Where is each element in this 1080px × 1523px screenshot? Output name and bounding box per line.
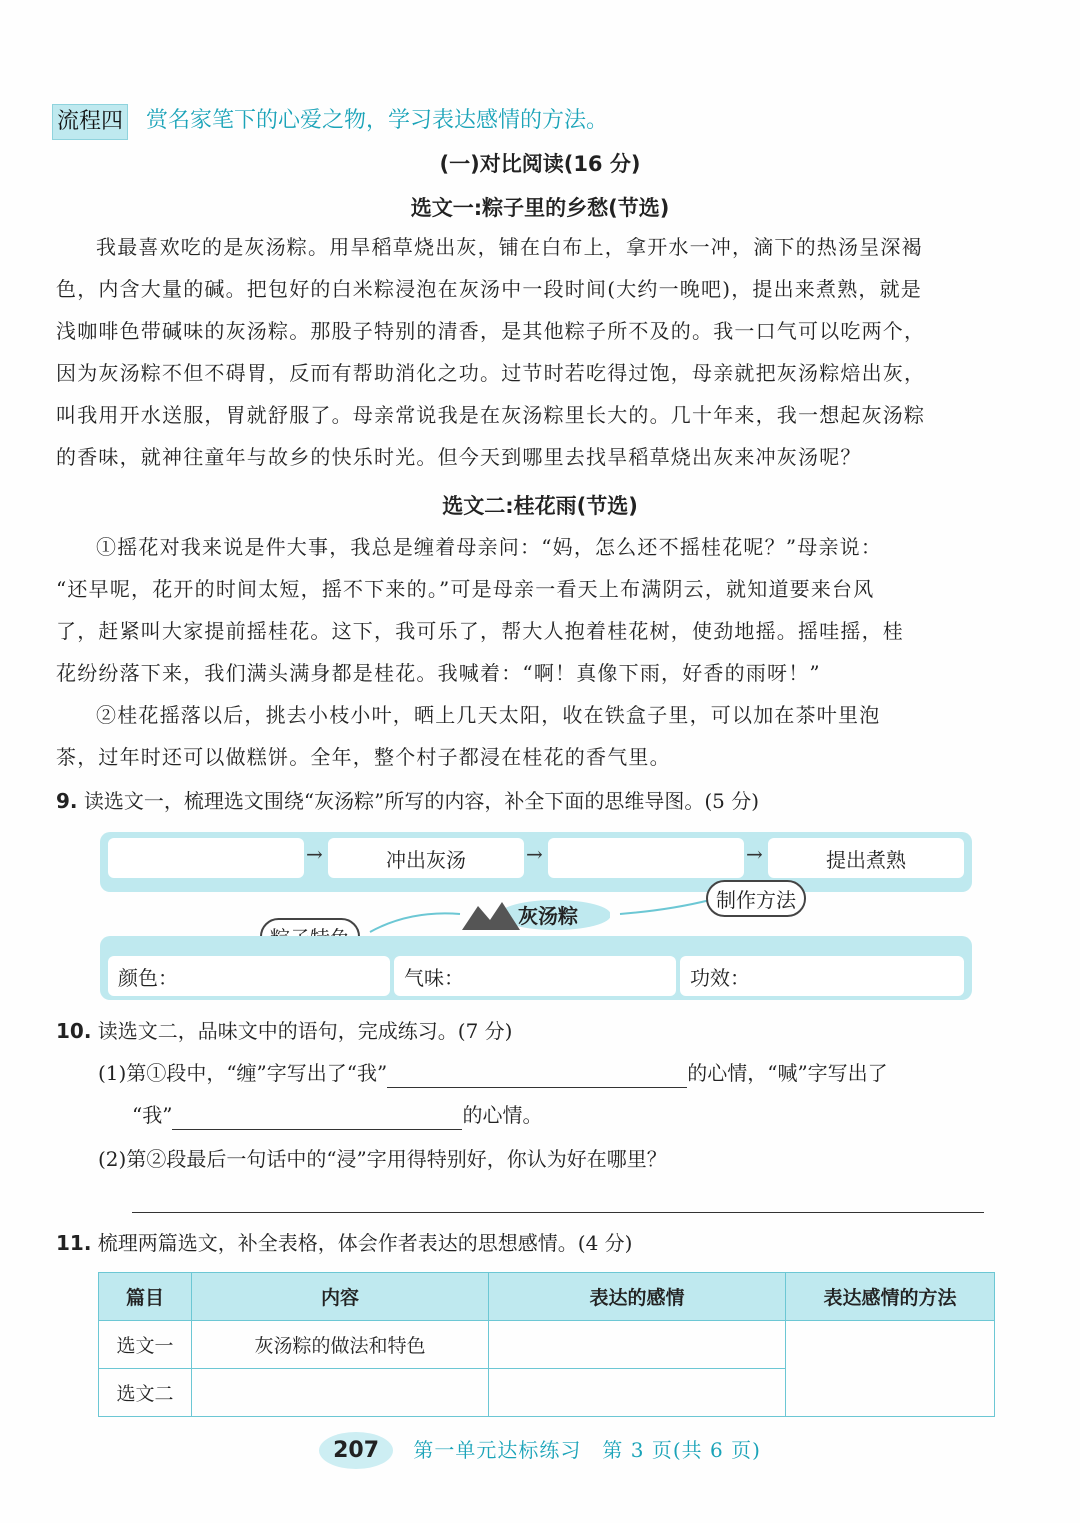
method-bubble: 制作方法 — [706, 880, 806, 917]
question-number: 10. — [56, 1019, 92, 1043]
step-box-flush: 冲出灰汤 — [328, 838, 524, 878]
table-header-row — [99, 1273, 995, 1321]
arrow-icon: → — [306, 842, 323, 866]
page-footer — [0, 1432, 1080, 1469]
question-9 — [56, 786, 759, 816]
section-subtitle: 赏名家笔下的心爱之物，学习表达感情的方法。 — [146, 108, 609, 133]
question-text: 读选文一，梳理选文围绕“灰汤粽”所写的内容，补全下面的思维导图。(5 分) — [83, 789, 760, 813]
smell-field[interactable]: 气味： — [394, 956, 676, 996]
passage1-line: 我最喜欢吃的是灰汤粽。用旱稻草烧出灰，铺在白布上，拿开水一冲，滴下的热汤呈深褐 — [96, 235, 923, 259]
table-cell: 选文一 — [99, 1321, 192, 1369]
question-text: 读选文二，品味文中的语句，完成练习。(7 分) — [97, 1019, 513, 1043]
q10-sub1-text-b: 的心情，“喊”字写出了 — [687, 1061, 888, 1085]
table-header: 篇目 — [99, 1273, 192, 1321]
table-cell: 灰汤粽的做法和特色 — [192, 1321, 489, 1369]
page-number: 207 — [319, 1432, 393, 1469]
q10-sub1-text-c: “我” — [132, 1103, 173, 1127]
passage2-line: 花纷纷落下来，我们满头满身都是桂花。我喊着：“啊！真像下雨，好香的雨呀！” — [56, 661, 821, 685]
table-header: 内容 — [192, 1273, 489, 1321]
q10-sub1-cont — [132, 1100, 542, 1130]
step-box-cook: 提出煮熟 — [768, 838, 964, 878]
arrow-icon: → — [746, 842, 763, 866]
table-header: 表达感情的方法 — [786, 1273, 995, 1321]
answer-blank[interactable] — [172, 1107, 462, 1130]
passage1-body — [56, 226, 986, 478]
passage2-body — [56, 526, 986, 778]
passage2-line: 茶，过年时还可以做糕饼。全年，整个村子都浸在桂花的香气里。 — [56, 745, 671, 769]
table-cell: 选文二 — [99, 1369, 192, 1417]
step-box-blank-2[interactable] — [548, 838, 744, 878]
passage1-line: 因为灰汤粽不但不碍胃，反而有帮助消化之功。过节时若吃得过饱，母亲就把灰汤粽焙出灰， — [56, 361, 926, 385]
question-number: 11. — [56, 1231, 92, 1255]
q10-sub1-text-a: (1)第①段中，“缠”字写出了“我” — [98, 1061, 388, 1085]
passage1-line: 叫我用开水送服，胃就舒服了。母亲常说我是在灰汤粽里长大的。几十年来，我一想起灰汤粽 — [56, 403, 926, 427]
passage2-line: “还早呢，花开的时间太短，摇不下来的。”可是母亲一看天上布满阴云，就知道要来台风 — [56, 577, 875, 601]
q10-sub2: (2)第②段最后一句话中的“浸”字用得特别好，你认为好在哪里？ — [98, 1147, 667, 1171]
answer-line[interactable] — [132, 1212, 984, 1213]
reading-section-title: (一)对比阅读(16 分) — [439, 152, 641, 176]
color-field[interactable]: 颜色： — [108, 956, 390, 996]
table-cell-answer[interactable] — [192, 1369, 489, 1417]
passage2-line: ②桂花摇落以后，挑去小枝小叶，晒上几天太阳，收在铁盒子里，可以加在茶叶里泡 — [96, 703, 881, 727]
passage1-line: 的香味，就神往童年与故乡的快乐时光。但今天到哪里去找旱稻草烧出灰来冲灰汤呢？ — [56, 445, 862, 469]
q10-sub1 — [98, 1058, 888, 1088]
table-header: 表达的感情 — [489, 1273, 786, 1321]
table-cell-answer[interactable] — [489, 1321, 786, 1369]
table-cell-answer[interactable] — [489, 1369, 786, 1417]
arrow-icon: → — [526, 842, 543, 866]
passage1-line: 浅咖啡色带碱味的灰汤粽。那股子特别的清香，是其他粽子所不及的。我一口气可以吃两个， — [56, 319, 926, 343]
question-number: 9. — [56, 789, 78, 813]
center-node-label: 灰汤粽 — [518, 904, 578, 928]
passage2-title: 选文二:桂花雨(节选) — [442, 494, 638, 518]
passage2-line: ①摇花对我来说是件大事，我总是缠着母亲问：“妈，怎么还不摇桂花呢？”母亲说： — [96, 535, 883, 559]
passage1-title: 选文一:粽子里的乡愁(节选) — [410, 196, 670, 220]
connector-curves — [350, 892, 730, 942]
step-box-blank-1[interactable] — [108, 838, 304, 878]
section-tag: 流程四 — [52, 104, 128, 140]
question-text: 梳理两篇选文，补全表格，体会作者表达的思想感情。(4 分) — [97, 1231, 633, 1255]
table-row — [99, 1321, 995, 1369]
effect-field[interactable]: 功效： — [680, 956, 964, 996]
question-10 — [56, 1016, 512, 1046]
passage2-line: 了，赶紧叫大家提前摇桂花。这下，我可乐了，帮大人抱着桂花树，使劲地摇。摇哇摇，桂 — [56, 619, 904, 643]
summary-table — [98, 1272, 995, 1417]
passage1-line: 色，内含大量的碱。把包好的白米粽浸泡在灰汤中一段时间(大约一晚吧)，提出来煮熟，就是 — [56, 277, 923, 301]
mind-map — [100, 832, 972, 1000]
answer-blank[interactable] — [387, 1065, 687, 1088]
footer-text: 第一单元达标练习 第 3 页(共 6 页) — [413, 1438, 761, 1462]
question-11 — [56, 1228, 632, 1258]
q10-sub1-text-d: 的心情。 — [462, 1103, 543, 1127]
table-cell-answer[interactable] — [786, 1321, 995, 1417]
